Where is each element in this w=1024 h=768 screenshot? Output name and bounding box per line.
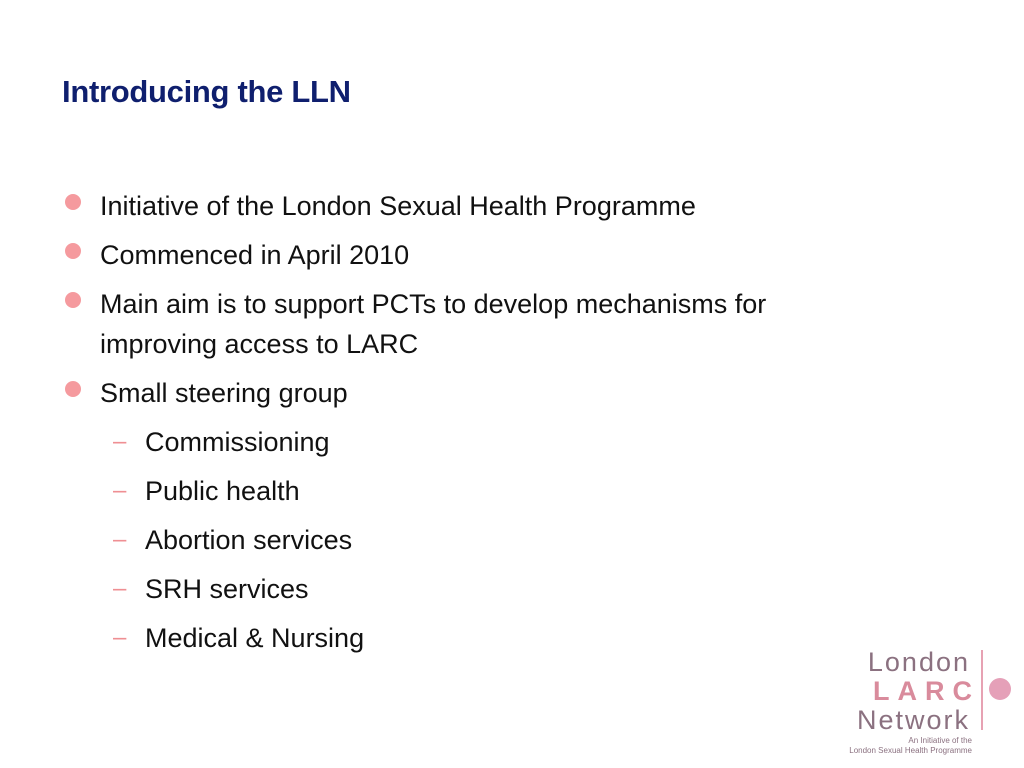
bullet-text: Commenced in April 2010	[100, 240, 410, 270]
logo-line-london: London	[867, 647, 970, 677]
bullet-item	[0, 284, 880, 364]
bullet-item	[0, 235, 880, 275]
slide-title: Introducing the LLN	[62, 74, 351, 109]
logo-tagline-1: An Initiative of the	[908, 736, 972, 745]
logo-line-network: Network	[856, 705, 970, 735]
bullet-dot-icon	[65, 243, 81, 259]
bullet-list	[0, 186, 900, 667]
sub-bullet-text: Medical & Nursing	[145, 623, 365, 653]
bullet-text: Initiative of the London Sexual Health Programme	[100, 191, 696, 221]
bullet-item	[0, 373, 880, 413]
bullet-item	[0, 186, 880, 226]
dash-icon: –	[113, 575, 127, 602]
sub-bullet-item	[0, 471, 900, 511]
logo-divider	[981, 650, 983, 730]
sub-bullet-text: Public health	[145, 476, 300, 506]
logo-circle-icon	[989, 678, 1011, 700]
sub-bullet-item	[0, 422, 900, 462]
bullet-dot-icon	[65, 381, 81, 397]
logo-line-larc: LARC	[873, 676, 980, 706]
dash-icon: –	[113, 624, 127, 651]
dash-icon: –	[113, 477, 127, 504]
bullet-text: Main aim is to support PCTs to develop mechanisms for improving access to LARC	[100, 289, 767, 359]
dash-icon: –	[113, 526, 127, 553]
bullet-dot-icon	[65, 194, 81, 210]
sub-bullet-text: Commissioning	[145, 427, 330, 457]
logo-tagline-2: London Sexual Health Programme	[849, 746, 972, 755]
sub-bullet-text: Abortion services	[145, 525, 353, 555]
sub-bullet-text: SRH services	[145, 574, 309, 604]
london-larc-network-logo	[838, 648, 1018, 758]
sub-bullet-item	[0, 520, 900, 560]
sub-bullet-item	[0, 569, 900, 609]
bullet-text: Small steering group	[100, 378, 348, 408]
bullet-dot-icon	[65, 292, 81, 308]
sub-bullet-item	[0, 618, 900, 658]
dash-icon: –	[113, 428, 127, 455]
